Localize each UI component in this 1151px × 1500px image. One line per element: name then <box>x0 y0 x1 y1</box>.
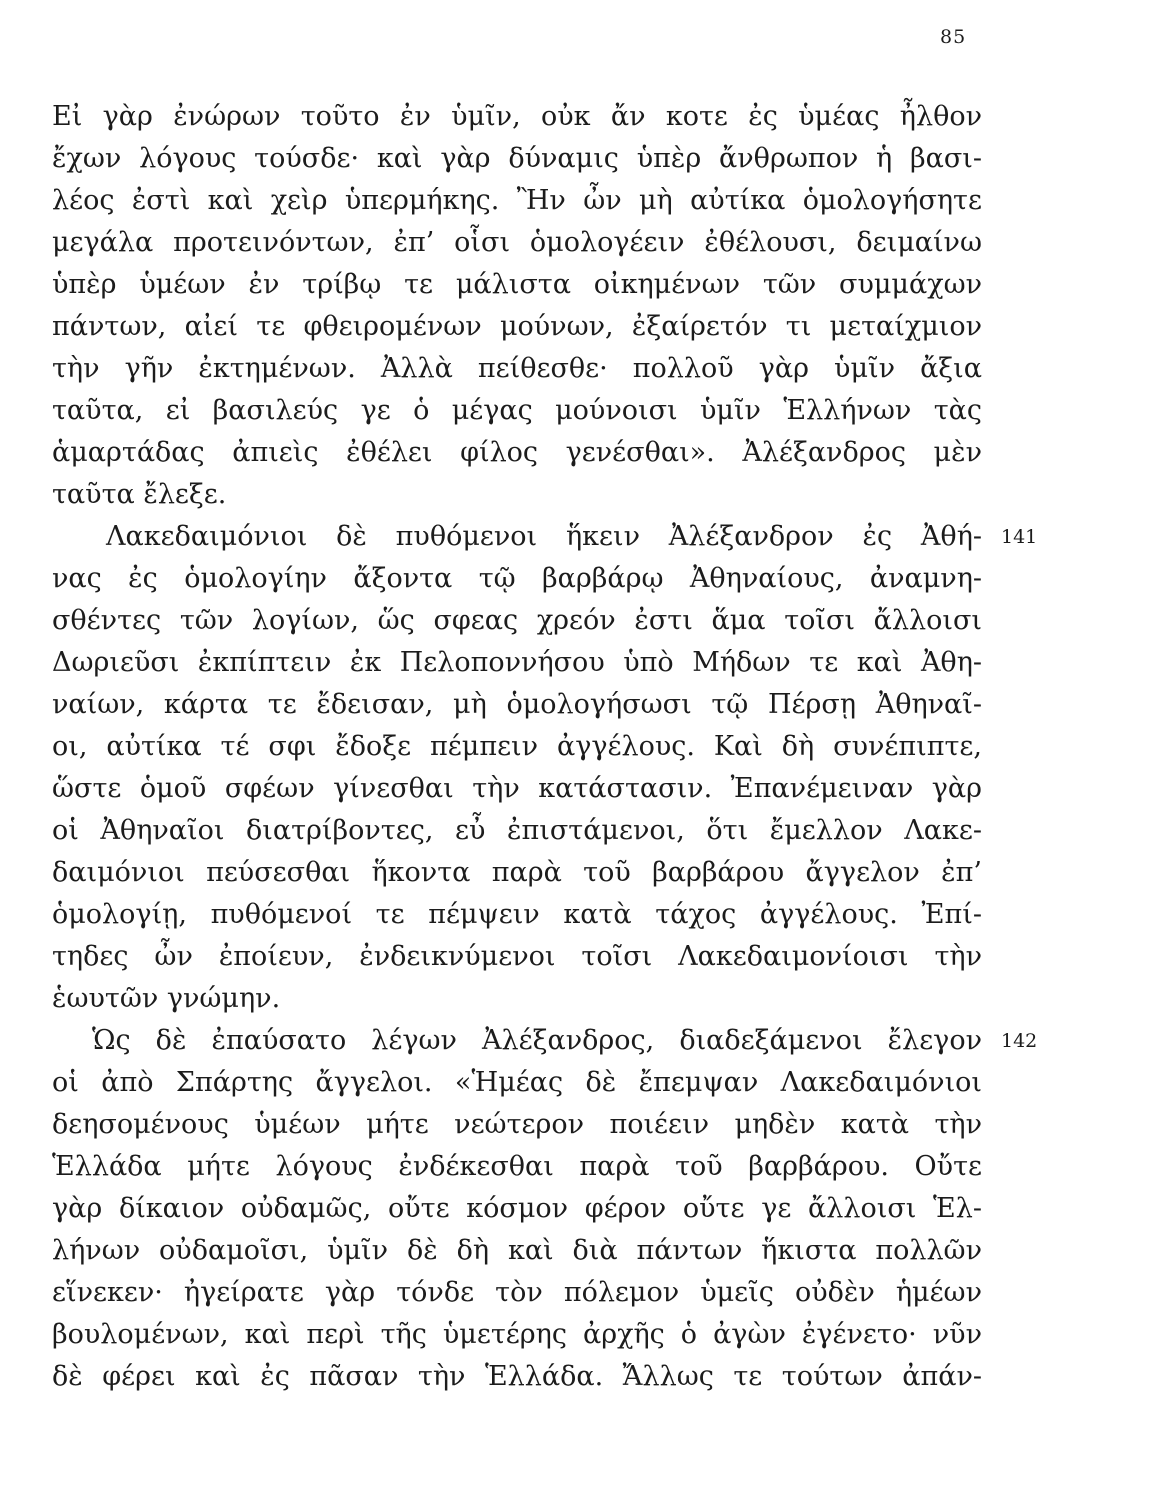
text-line: δαιμόνιοι πεύσεσθαι ἥκοντα παρὰ τοῦ βαρβάρου ἄγγελον ἐπ’ <box>52 857 982 888</box>
text-line: Εἰ γὰρ ἐνώρων τοῦτο ἐν ὑμῖν, οὐκ ἄν κοτε ἐς ὑμέας ἦλθον <box>52 101 982 132</box>
text-line: ταῦτα ἔλεξε. <box>52 479 227 510</box>
text-line: ὁμολογίῃ, πυθόμενοί τε πέμψειν κατὰ τάχος ἀγγέλους. Ἐπί- <box>52 899 982 930</box>
text-line: οἱ Ἀθηναῖοι διατρίβοντες, εὖ ἐπιστάμενοι, ὅτι ἔμελλον Λακε- <box>52 815 982 846</box>
text-line: μεγάλα προτεινόντων, ἐπ’ οἷσι ὁμολογέειν ἐθέλουσι, δειμαίνω <box>52 227 982 258</box>
text-line: ταῦτα, εἰ βασιλεύς γε ὁ μέγας μούνοισι ὑμῖν Ἑλλήνων τὰς <box>52 395 982 426</box>
text-line: πάντων, αἰεί τε φθειρομένων μούνων, ἐξαίρετόν τι μεταίχμιον <box>52 311 982 342</box>
text-line: ναίων, κάρτα τε ἔδεισαν, μὴ ὁμολογήσωσι τῷ Πέρσῃ Ἀθηναῖ- <box>52 689 982 720</box>
text-line: ἑωυτῶν γνώμην. <box>52 983 281 1014</box>
text-line: γὰρ δίκαιον οὐδαμῶς, οὔτε κόσμον φέρον οὔτε γε ἄλλοισι Ἑλ- <box>52 1193 982 1224</box>
paragraph-first-line: Λακεδαιμόνιοι δὲ πυθόμενοι ἥκειν Ἀλέξανδρον ἐς Ἀθή- <box>106 521 982 552</box>
paragraph-first-line: Ὡς δὲ ἐπαύσατο λέγων Ἀλέξανδρος, διαδεξάμενοι ἔλεγον <box>92 1025 982 1056</box>
text-line: βουλομένων, καὶ περὶ τῆς ὑμετέρης ἀρχῆς ὁ ἀγὼν ἐγένετο· νῦν <box>52 1319 982 1350</box>
margin-section-number: 141 <box>1001 526 1038 548</box>
text-line: νας ἐς ὁμολογίην ἄξοντα τῷ βαρβάρῳ Ἀθηναίους, ἀναμνη- <box>52 563 982 594</box>
text-line: σθέντες τῶν λογίων, ὥς σφεας χρεόν ἐστι ἅμα τοῖσι ἄλλοισι <box>52 605 982 636</box>
text-line: Ἑλλάδα μήτε λόγους ἐνδέκεσθαι παρὰ τοῦ βαρβάρου. Οὔτε <box>52 1151 982 1182</box>
text-line: τηδες ὦν ἐποίευν, ἐνδεικνύμενοι τοῖσι Λακεδαιμονίοισι τὴν <box>52 941 982 972</box>
text-line: εἵνεκεν· ἠγείρατε γὰρ τόνδε τὸν πόλεμον ὑμεῖς οὐδὲν ἡμέων <box>52 1277 982 1308</box>
text-line: ἁμαρτάδας ἀπιεὶς ἐθέλει φίλος γενέσθαι». Ἀλέξανδρος μὲν <box>52 437 982 468</box>
text-line: λήνων οὐδαμοῖσι, ὑμῖν δὲ δὴ καὶ διὰ πάντων ἥκιστα πολλῶν <box>52 1235 982 1266</box>
text-line: λέος ἐστὶ καὶ χεὶρ ὑπερμήκης. Ἢν ὦν μὴ αὐτίκα ὁμολογήσητε <box>52 185 982 216</box>
text-line: δεησομένους ὑμέων μήτε νεώτερον ποιέειν μηδὲν κατὰ τὴν <box>52 1109 982 1140</box>
text-line: ὥστε ὁμοῦ σφέων γίνεσθαι τὴν κατάστασιν. Ἐπανέμειναν γὰρ <box>52 773 982 804</box>
text-line: ἔχων λόγους τούσδε· καὶ γὰρ δύναμις ὑπὲρ ἄνθρωπον ἡ βασι- <box>52 143 982 174</box>
text-line: ὑπὲρ ὑμέων ἐν τρίβῳ τε μάλιστα οἰκημένων τῶν συμμάχων <box>52 269 982 300</box>
page-number: 85 <box>940 26 967 48</box>
text-line: οἱ ἀπὸ Σπάρτης ἄγγελοι. «Ἡμέας δὲ ἔπεμψαν Λακεδαιμόνιοι <box>52 1067 982 1098</box>
text-line: δὲ φέρει καὶ ἐς πᾶσαν τὴν Ἑλλάδα. Ἄλλως τε τούτων ἀπάν- <box>52 1361 982 1392</box>
margin-section-number: 142 <box>1001 1030 1038 1052</box>
text-line: οι, αὐτίκα τέ σφι ἔδοξε πέμπειν ἀγγέλους. Καὶ δὴ συνέπιπτε, <box>52 731 982 762</box>
text-line: τὴν γῆν ἐκτημένων. Ἀλλὰ πείθεσθε· πολλοῦ γὰρ ὑμῖν ἄξια <box>52 353 982 384</box>
text-line: Δωριεῦσι ἐκπίπτειν ἐκ Πελοποννήσου ὑπὸ Μήδων τε καὶ Ἀθη- <box>52 647 982 678</box>
